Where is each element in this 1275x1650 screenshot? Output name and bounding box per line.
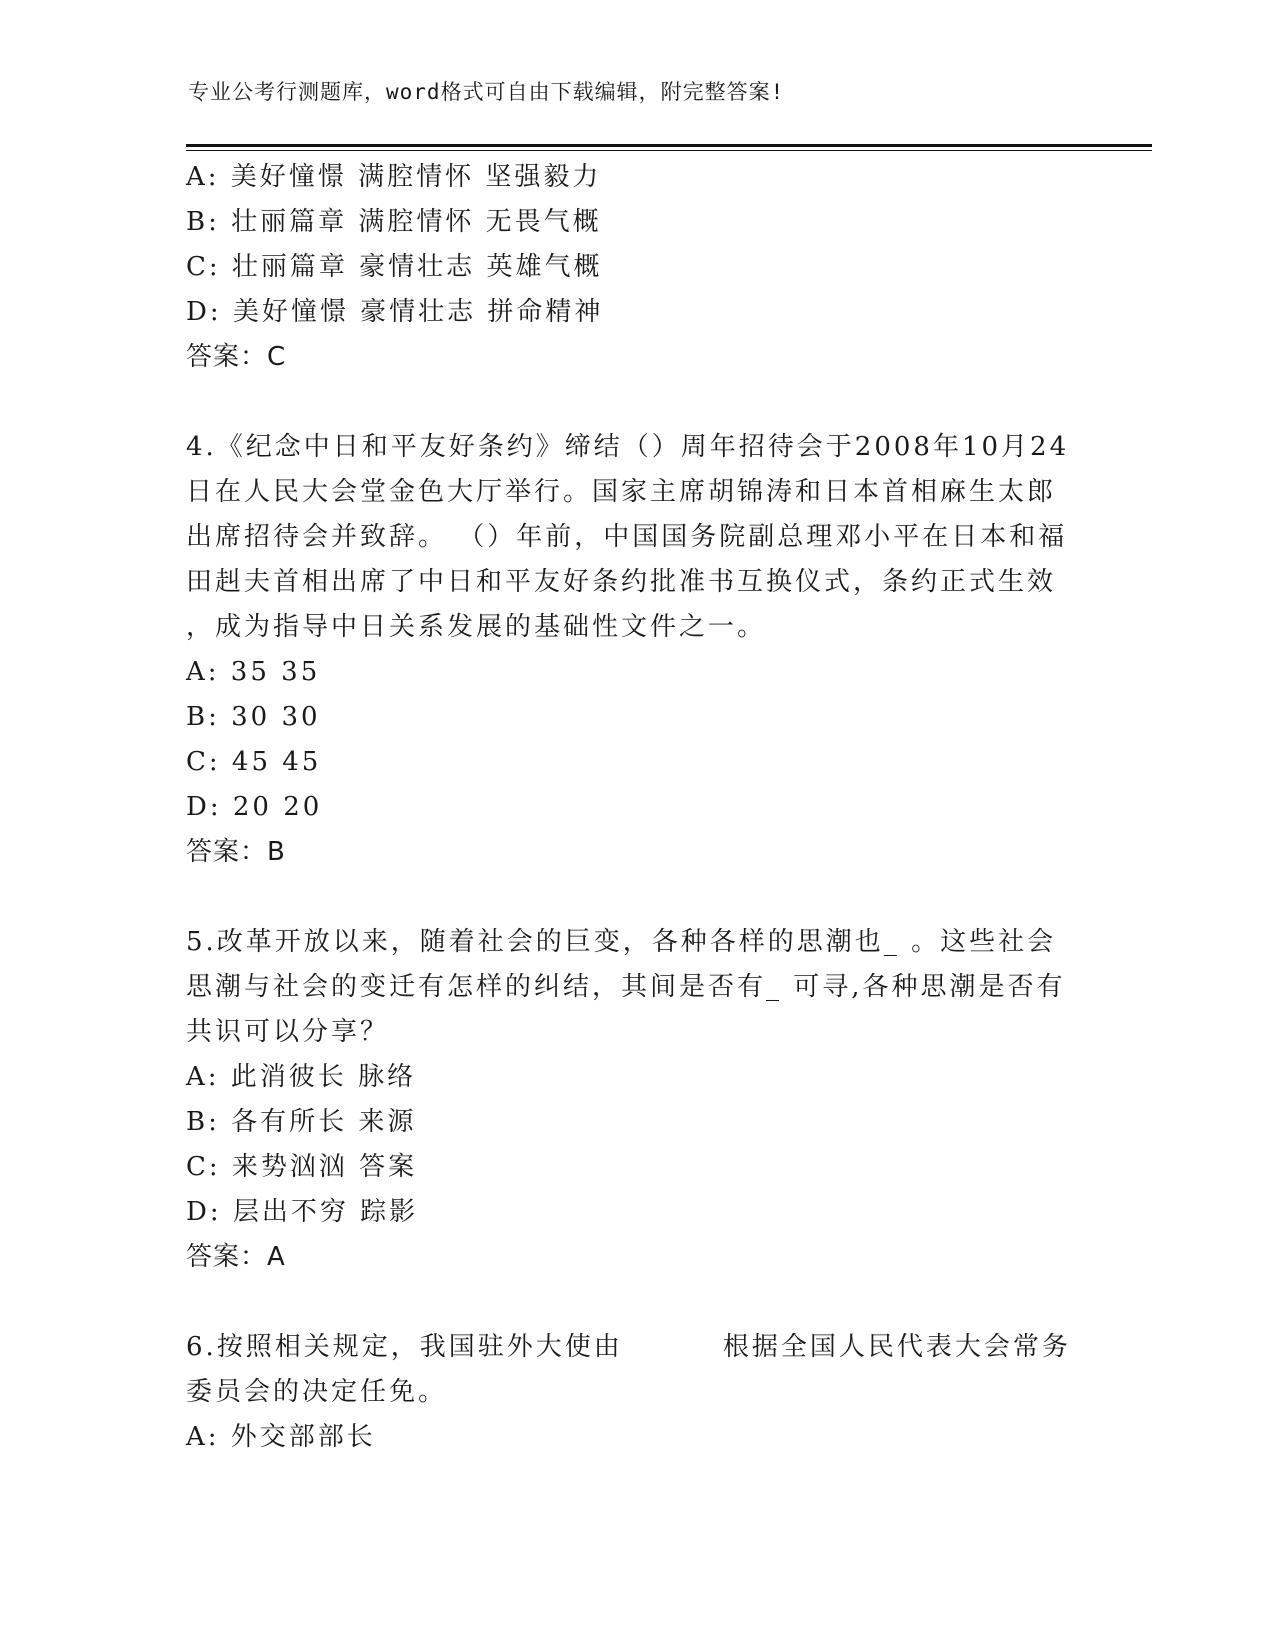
answer-label: 答案：C <box>186 342 287 372</box>
page-header: 专业公考行测题库，word格式可自由下载编辑，附完整答案! <box>188 80 785 104</box>
question-text-line: 委员会的决定任免。 <box>186 1377 448 1407</box>
question-text-line: 田赳夫首相出席了中日和平友好条约批准书互换仪式，条约正式生效 <box>186 567 1057 597</box>
option-b: B: 30 30 <box>186 702 321 732</box>
option-a: A: 外交部部长 <box>186 1422 376 1452</box>
question-text-line: 共识可以分享？ <box>186 1017 390 1047</box>
option-d: D: 层出不穷 踪影 <box>186 1197 419 1227</box>
question-text-line: 思潮与社会的变迁有怎样的纠结，其间是否有_ 可寻,各种思潮是否有 <box>186 972 1066 1002</box>
option-a: A: 此消彼长 脉络 <box>186 1062 417 1092</box>
question-text-before-blank: 6.按照相关规定，我国驻外大使由 <box>186 1332 623 1362</box>
header-divider-thin <box>186 150 1152 151</box>
question-text-line: 出席招待会并致辞。 （）年前，中国国务院副总理邓小平在日本和福 <box>186 522 1068 552</box>
question-text-after-blank: 根据全国人民代表大会常务 <box>722 1332 1071 1362</box>
answer-label: 答案：B <box>186 837 286 867</box>
spacer <box>186 380 1086 425</box>
question-text-line: 日在人民大会堂金色大厅举行。国家主席胡锦涛和日本首相麻生太郎 <box>186 477 1057 507</box>
question-text-line <box>186 1325 1086 1370</box>
answer-label: 答案：A <box>186 1242 286 1272</box>
option-c: C: 45 45 <box>186 747 322 777</box>
option-d: D: 20 20 <box>186 792 323 822</box>
question-text-line: ，成为指导中日关系发展的基础性文件之一。 <box>186 612 767 642</box>
question-text-line: 5.改革开放以来，随着社会的巨变，各种各样的思潮也_ 。这些社会 <box>186 927 1057 957</box>
question-6 <box>186 1325 1086 1460</box>
option-a: A: 35 35 <box>186 657 321 687</box>
question-4 <box>186 425 1086 875</box>
option-c: C: 来势汹汹 答案 <box>186 1152 418 1182</box>
question-3 <box>186 155 1086 380</box>
spacer <box>186 875 1086 920</box>
option-a: A: 美好憧憬 满腔情怀 坚强毅力 <box>186 162 602 192</box>
question-text-line: 4.《纪念中日和平友好条约》缔结（）周年招待会于2008年10月24 <box>186 432 1070 462</box>
option-c: C: 壮丽篇章 豪情壮志 英雄气概 <box>186 252 603 282</box>
spacer <box>186 1280 1086 1325</box>
option-b: B: 壮丽篇章 满腔情怀 无畏气概 <box>186 207 602 237</box>
option-d: D: 美好憧憬 豪情壮志 拼命精神 <box>186 297 604 327</box>
header-divider-thick <box>186 144 1152 147</box>
option-b: B: 各有所长 来源 <box>186 1107 417 1137</box>
question-content <box>186 155 1086 1460</box>
question-5 <box>186 920 1086 1280</box>
